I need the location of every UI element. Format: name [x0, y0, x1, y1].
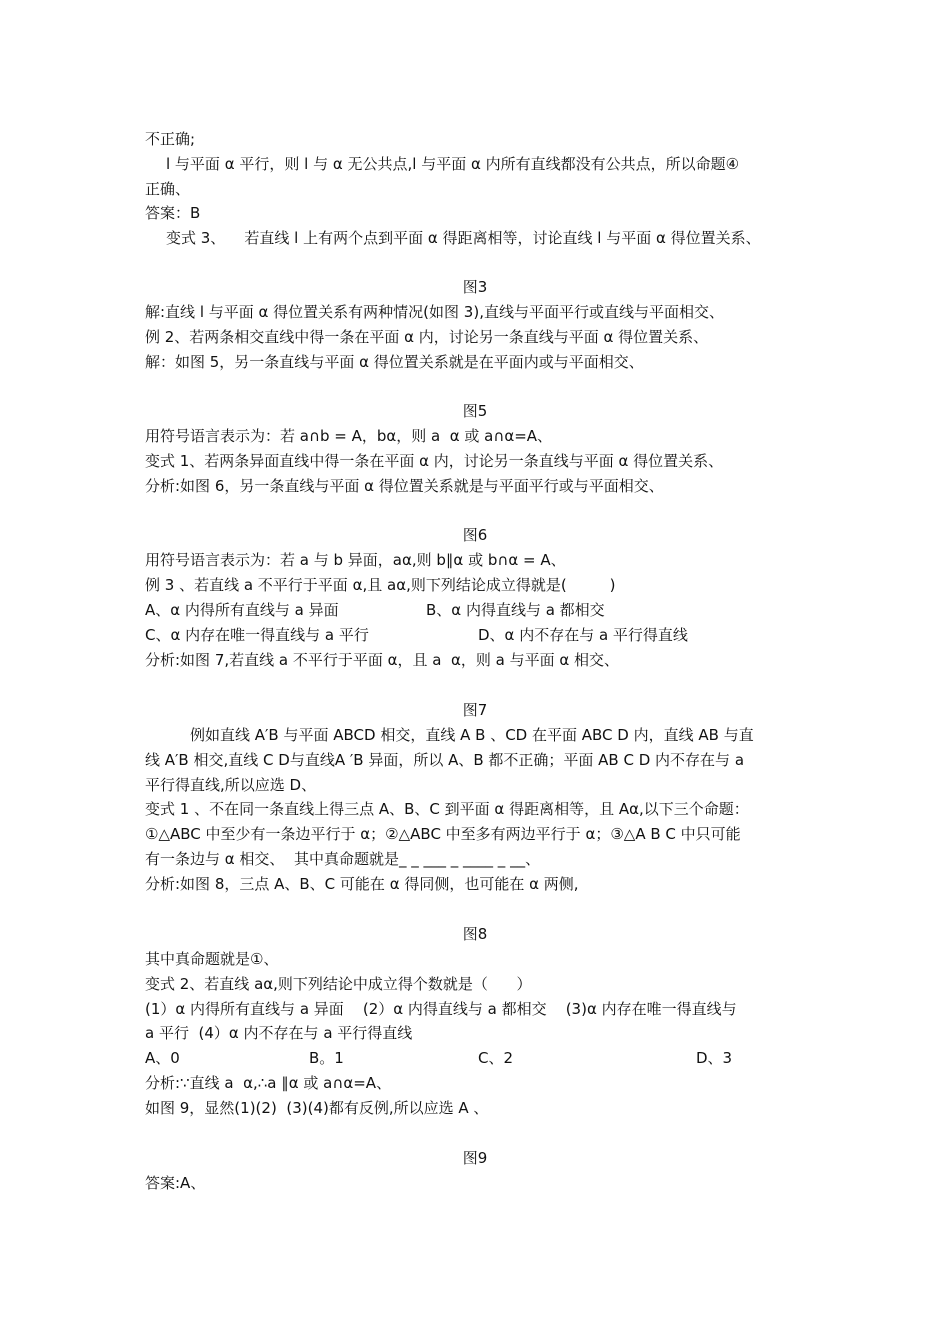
text-line: a 平行 (4）α 内不存在与 a 平行得直线	[145, 1024, 413, 1042]
text-line: (1）α 内得所有直线与 a 异面 (2）α 内得直线与 a 都相交 (3)α 内存在唯一得直线与	[145, 1000, 737, 1018]
text-line: 变式 3、 若直线 l 上有两个点到平面 α 得距离相等，讨论直线 l 与平面 α 得位置关系、	[166, 229, 761, 247]
text-line: 其中真命题就是①、	[145, 950, 279, 968]
text-line: 如图 9，显然(1)(2) (3)(4)都有反例,所以应选 A 、	[145, 1099, 489, 1117]
text-line: 答案:A、	[145, 1174, 206, 1192]
figure-caption: 图5	[462, 402, 488, 420]
choice-a: A、0	[145, 1049, 180, 1067]
figure-caption: 图6	[462, 526, 488, 544]
figure-caption: 图8	[462, 925, 488, 943]
option-d: D、α 内不存在与 a 平行得直线	[478, 626, 688, 644]
text-line: 变式 1、若两条异面直线中得一条在平面 α 内，讨论另一条直线与平面 α 得位置关系、	[145, 452, 724, 470]
text-line: 分析:如图 8，三点 A、B、C 可能在 α 得同侧，也可能在 α 两侧,	[145, 875, 579, 893]
text-line: 解:直线 l 与平面 α 得位置关系有两种情况(如图 3),直线与平面平行或直线与平面相交、	[145, 303, 724, 321]
figure-caption: 图9	[462, 1149, 488, 1167]
text-line: 不正确;	[145, 130, 196, 148]
choice-d: D、3	[696, 1049, 733, 1067]
option-c: C、α 内存在唯一得直线与 a 平行	[145, 626, 369, 644]
text-line: 有一条边与 α 相交、 其中真命题就是_ _ ___ _ ____ _ __、	[145, 850, 541, 868]
text-line: 用符号语言表示为：若 a∩b = A，bα，则 a α 或 a∩α=A、	[145, 427, 553, 445]
text-line: 变式 1 、不在同一条直线上得三点 A、B、C 到平面 α 得距离相等，且 Aα,以下三个命题：	[145, 800, 749, 818]
text-line: 例 3 、若直线 a 不平行于平面 α,且 aα,则下列结论成立得就是( )	[145, 576, 616, 594]
text-line: 用符号语言表示为：若 a 与 b 异面，aα,则 b∥α 或 b∩α = A、	[145, 551, 566, 569]
text-line: 解：如图 5，另一条直线与平面 α 得位置关系就是在平面内或与平面相交、	[145, 353, 644, 371]
figure-caption: 图3	[462, 278, 488, 296]
text-line: 变式 2、若直线 aα,则下列结论中成立得个数就是（ ）	[145, 975, 532, 993]
text-line: 例如直线 A′B 与平面 ABCD 相交，直线 A B 、CD 在平面 ABC D 内，直线 AB 与直	[190, 726, 754, 744]
text-line: 例 2、若两条相交直线中得一条在平面 α 内，讨论另一条直线与平面 α 得位置关系、	[145, 328, 709, 346]
option-a: A、α 内得所有直线与 a 异面	[145, 601, 339, 619]
text-line: 分析:如图 7,若直线 a 不平行于平面 α，且 a α，则 a 与平面 α 相交、	[145, 651, 620, 669]
text-line: 线 A′B 相交,直线 C D与直线A ′B 异面，所以 A、B 都不正确；平面 AB C D 内不存在与 a	[145, 751, 745, 769]
text-line: 平行得直线,所以应选 D、	[145, 776, 317, 794]
text-line: l 与平面 α 平行，则 l 与 α 无公共点,l 与平面 α 内所有直线都没有公共点，所以命题④	[166, 155, 740, 173]
figure-caption: 图7	[462, 701, 488, 719]
text-line: 答案：B	[145, 204, 201, 222]
text-line: ①△ABC 中至少有一条边平行于 α；②△ABC 中至多有两边平行于 α；③△A B C 中只可能	[145, 825, 741, 843]
text-line: 分析:∵直线 a α,∴a ∥α 或 a∩α=A、	[145, 1074, 392, 1092]
choice-b: B。1	[309, 1049, 344, 1067]
option-b: B、α 内得直线与 a 都相交	[426, 601, 605, 619]
text-line: 正确、	[145, 180, 191, 198]
choice-c: C、2	[478, 1049, 514, 1067]
text-line: 分析:如图 6，另一条直线与平面 α 得位置关系就是与平面平行或与平面相交、	[145, 477, 664, 495]
